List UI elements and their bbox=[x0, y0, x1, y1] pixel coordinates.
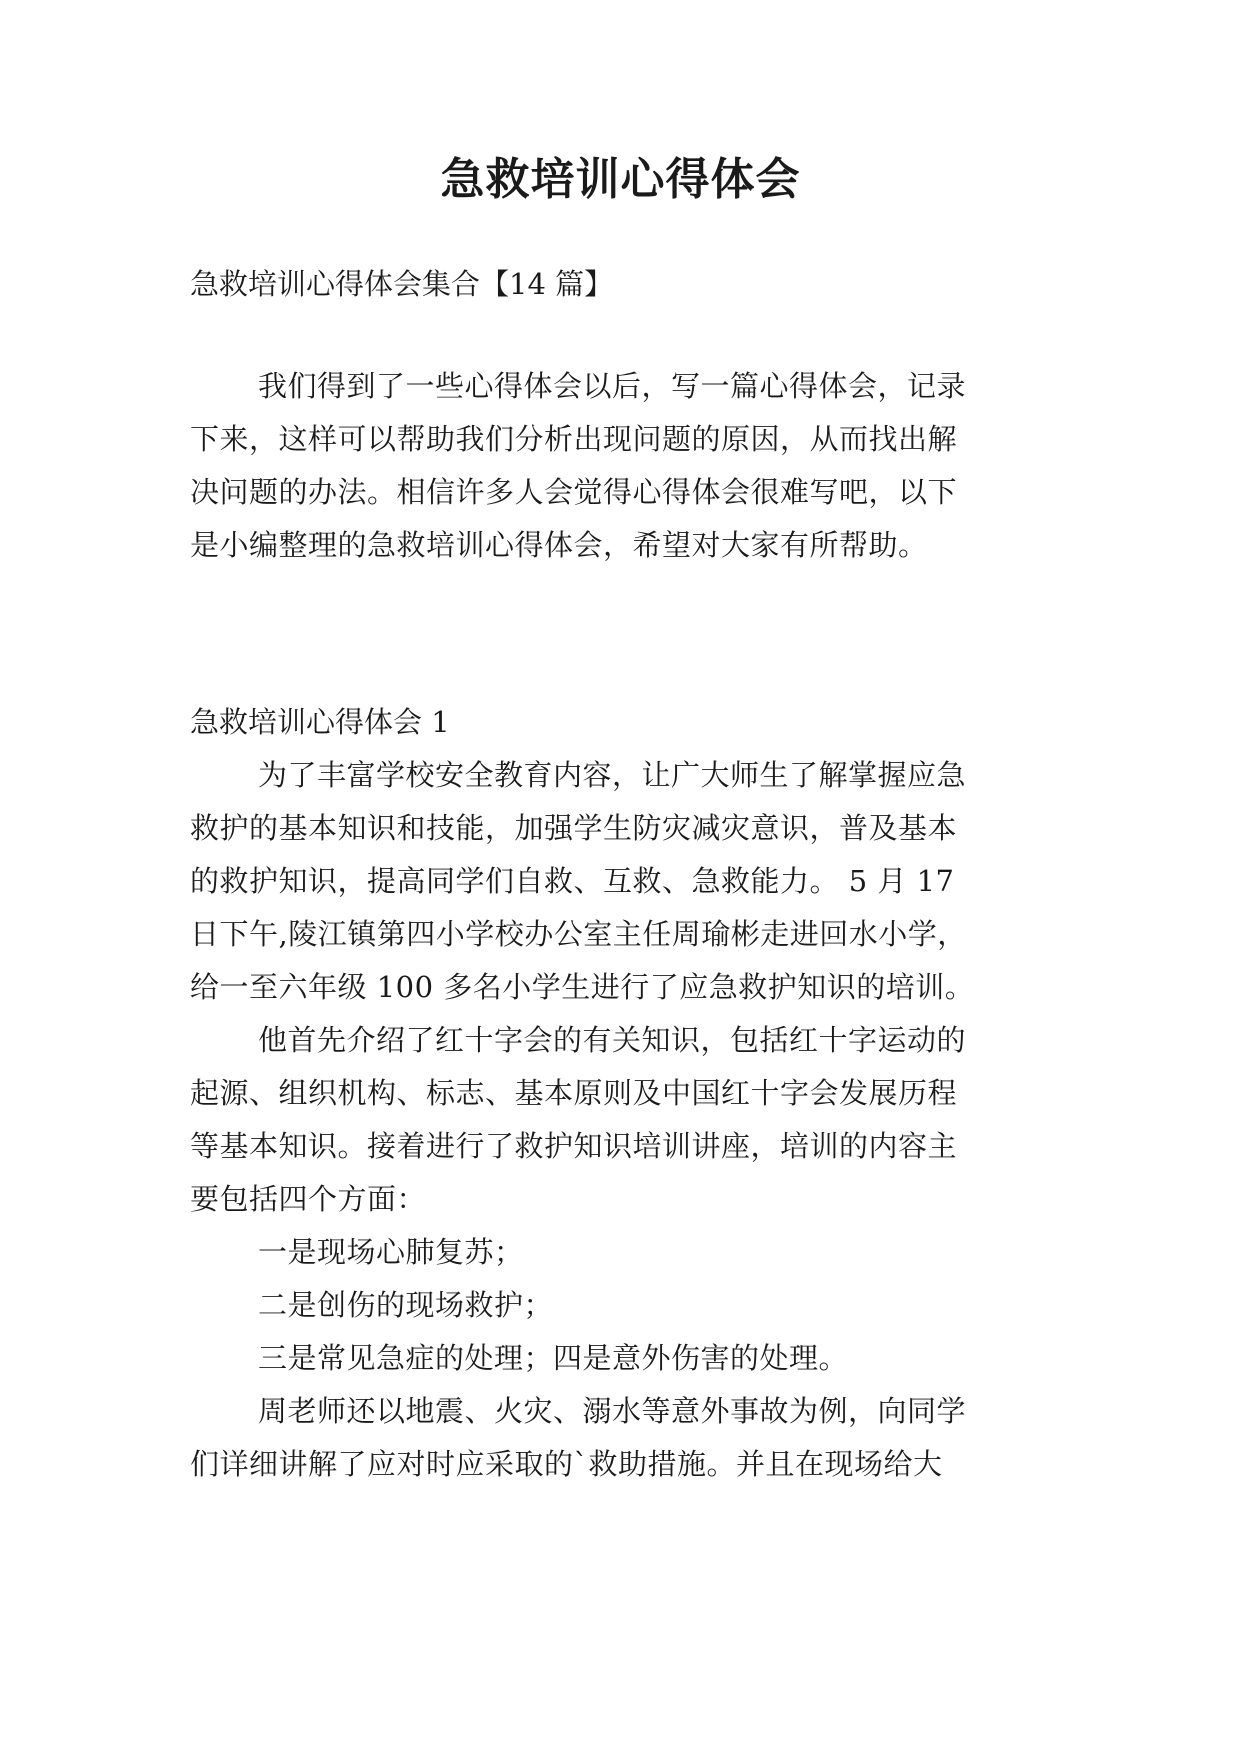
p2-line-3: 等基本知识。接着进行了救护知识培训讲座，培训的内容主 bbox=[190, 1129, 958, 1163]
intro-line-2: 下来，这样可以帮助我们分析出现问题的原因，从而找出解 bbox=[190, 422, 958, 456]
list-item-3: 三是常见急症的处理；四是意外伤害的处理。 bbox=[258, 1341, 849, 1375]
p1-line-1: 为了丰富学校安全教育内容，让广大师生了解掌握应急 bbox=[258, 758, 967, 792]
intro-line-4: 是小编整理的急救培训心得体会，希望对大家有所帮助。 bbox=[190, 528, 928, 562]
intro-line-1: 我们得到了一些心得体会以后，写一篇心得体会，记录 bbox=[258, 369, 967, 403]
document-subtitle: 急救培训心得体会集合【14 篇】 bbox=[190, 267, 614, 301]
list-item-1: 一是现场心肺复苏； bbox=[258, 1235, 524, 1269]
list-item-2: 二是创伤的现场救护； bbox=[258, 1288, 554, 1322]
p1-line-3: 的救护知识，提高同学们自救、互救、急救能力。 5 月 17 bbox=[190, 864, 955, 898]
section-heading: 急救培训心得体会 1 bbox=[190, 705, 450, 739]
p1-line-2: 救护的基本知识和技能，加强学生防灾减灾意识，普及基本 bbox=[190, 811, 958, 845]
p1-line-5: 给一至六年级 100 多名小学生进行了应急救护知识的培训。 bbox=[190, 970, 975, 1004]
intro-line-3: 决问题的办法。相信许多人会觉得心得体会很难写吧，以下 bbox=[190, 475, 958, 509]
p2-line-4: 要包括四个方面： bbox=[190, 1182, 427, 1216]
p3-line-2: 们详细讲解了应对时应采取的`救助措施。并且在现场给大 bbox=[190, 1447, 943, 1481]
p2-line-1: 他首先介绍了红十字会的有关知识，包括红十字运动的 bbox=[258, 1023, 967, 1057]
p2-line-2: 起源、组织机构、标志、基本原则及中国红十字会发展历程 bbox=[190, 1076, 958, 1110]
document-title: 急救培训心得体会 bbox=[440, 154, 801, 205]
p1-line-4: 日下午,陵江镇第四小学校办公室主任周瑜彬走进回水小学， bbox=[190, 917, 967, 951]
p3-line-1: 周老师还以地震、火灾、溺水等意外事故为例，向同学 bbox=[258, 1394, 967, 1428]
